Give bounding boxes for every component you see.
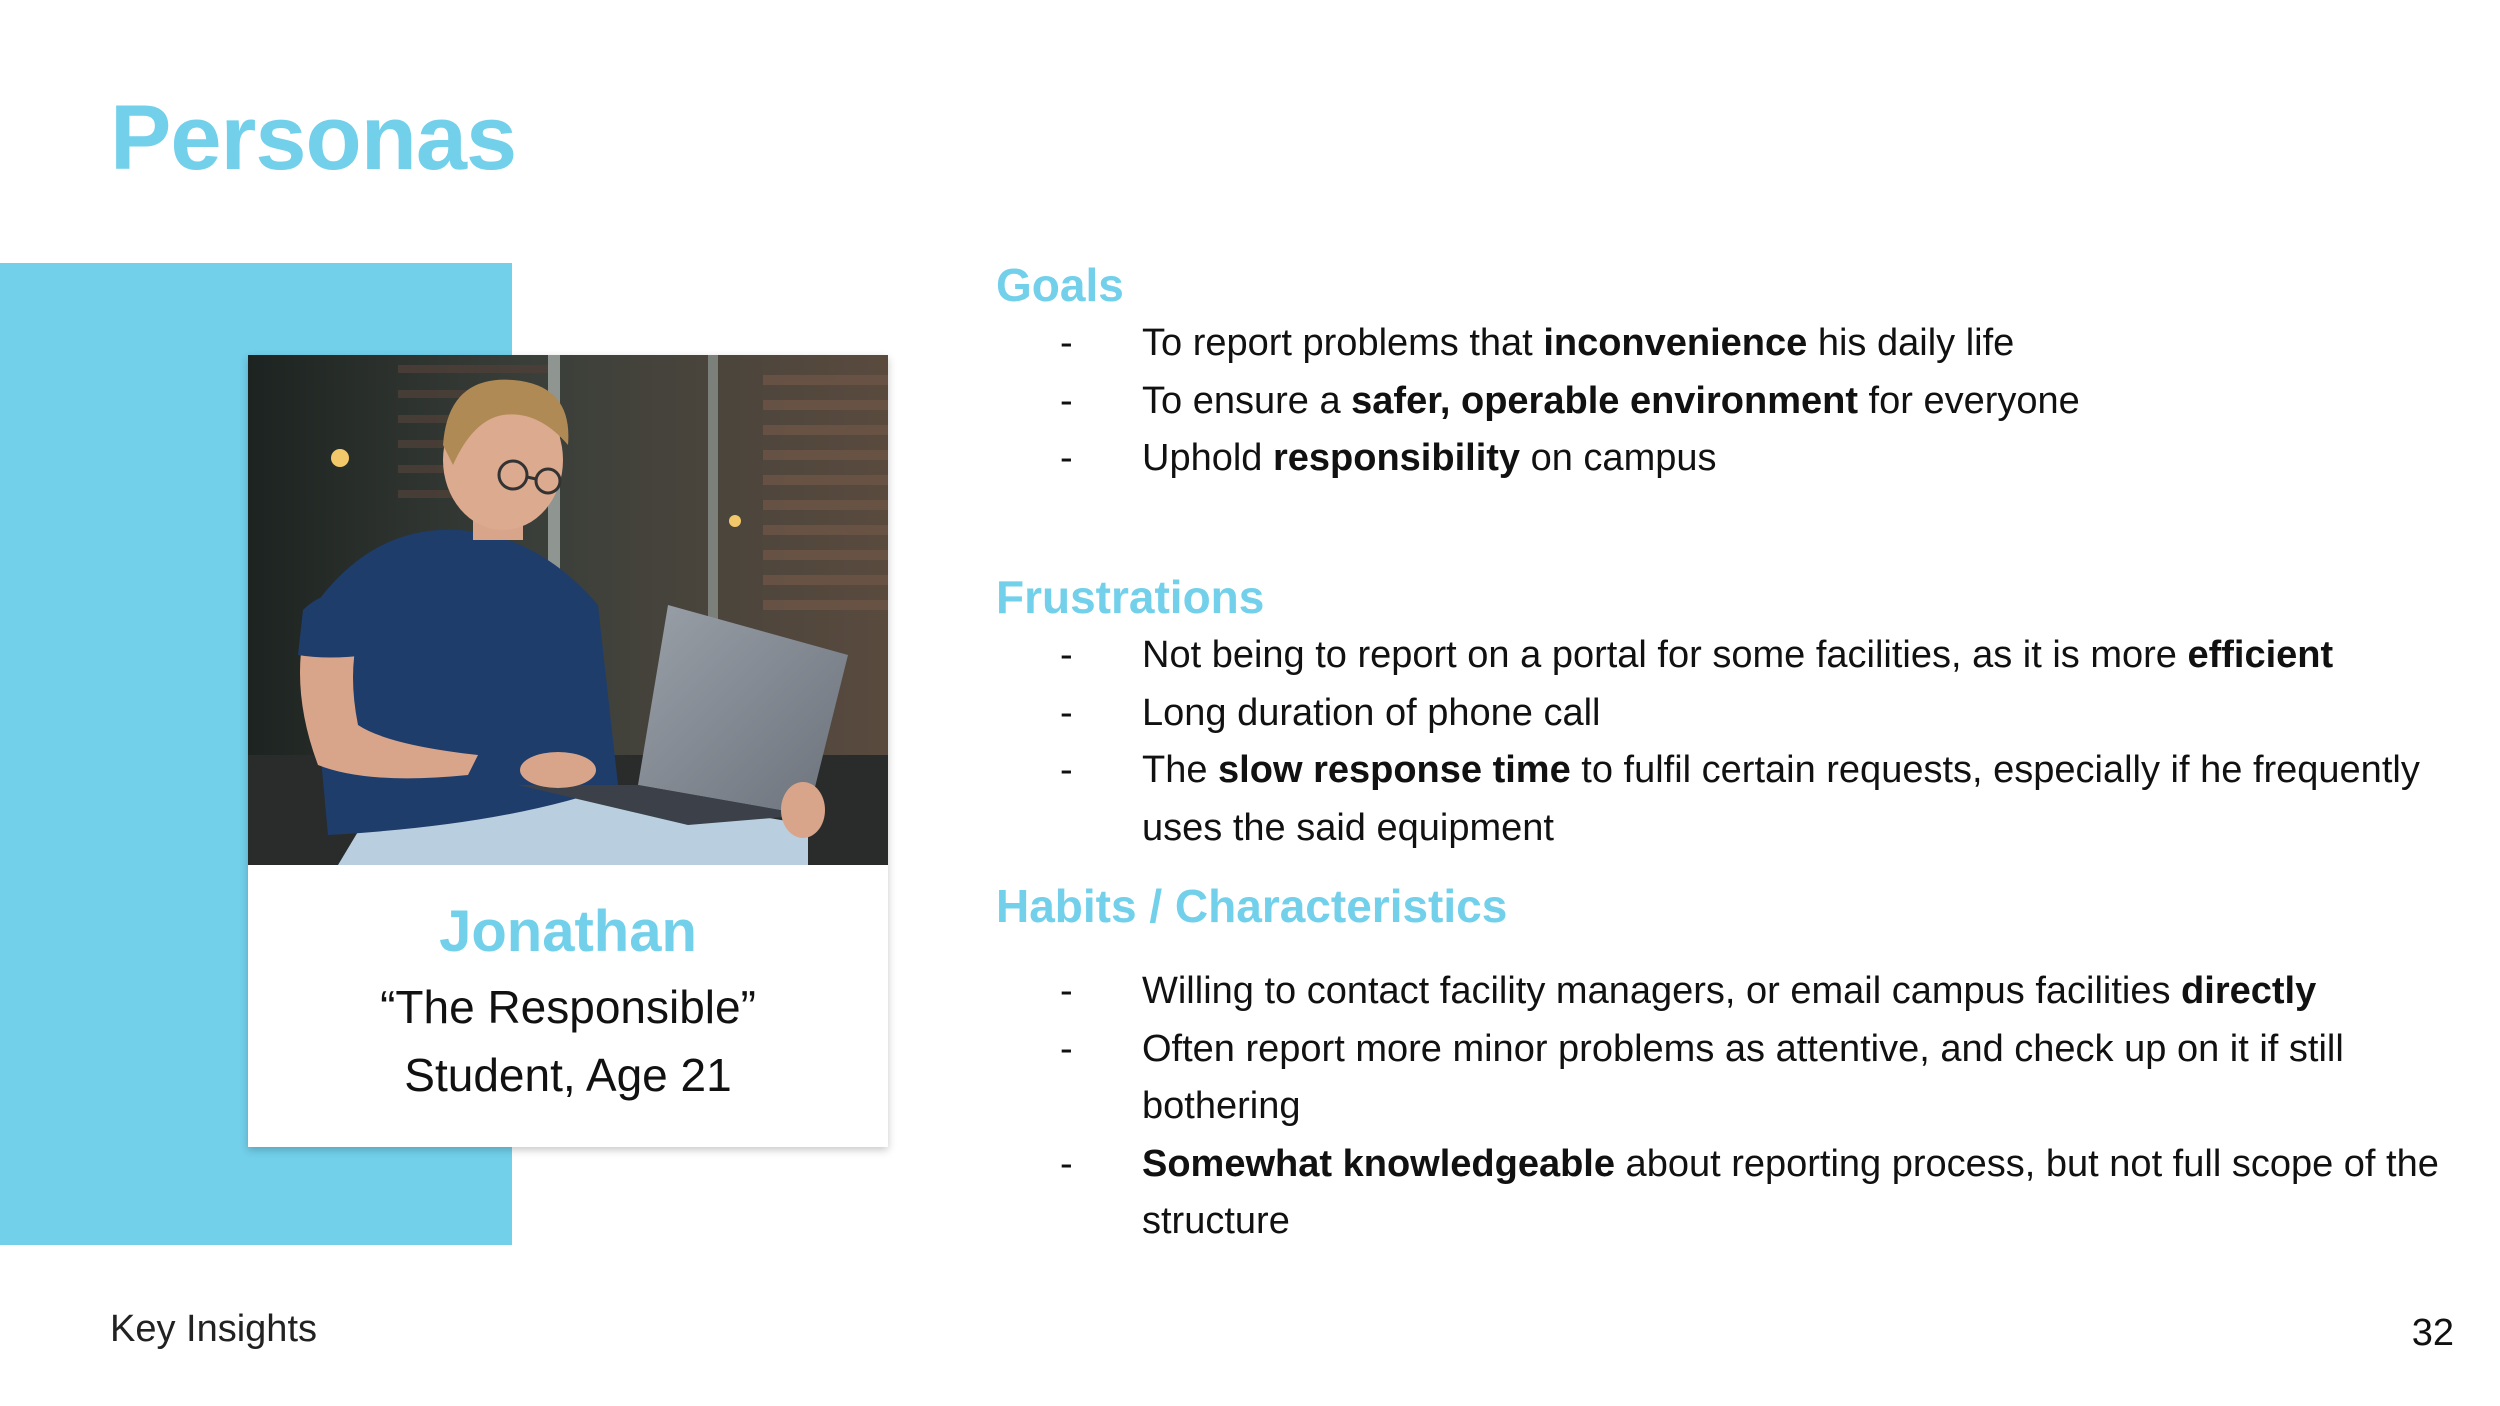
bullet-text: on campus [1520,437,1717,479]
slide-title: Personas [110,87,517,189]
bullet-dash: - [1060,749,1073,791]
bullet-item [1060,963,2460,1021]
bullet-dash: - [1060,379,1073,422]
bullet-dash: - [1060,437,1073,479]
bullet-dash: - [1060,634,1073,676]
persona-role: Student, Age 21 [404,1049,732,1101]
frustrations-heading: Frustrations [996,571,1265,623]
bullet-text: Not being to report on a portal for some facilities, as it is more [1142,634,2188,676]
bullet-text: his daily life [1807,322,2015,364]
bullet-text: To ensure a [1142,379,1352,422]
persona-nickname: “The Responsible” [380,981,756,1033]
bullet-dash: - [1060,1027,1073,1070]
bullet-item [1060,1136,2460,1251]
bullet-text: Often report more minor problems as attentive, and check up on it if still bothering [1142,1027,2344,1127]
habits-list [1060,963,2460,1251]
goals-heading: Goals [996,259,1124,311]
bullet-item [1060,627,2460,685]
bullet-emphasis: safer, operable environment [1351,379,1858,422]
bullet-emphasis: directly [2181,970,2317,1012]
bullet-dash: - [1060,691,1073,734]
persona-name: Jonathan [439,899,697,964]
page-number: 32 [2411,1312,2454,1354]
bullet-text: The [1142,749,1219,791]
bullet-item [1060,315,2460,373]
bullet-emphasis: inconvenience [1543,322,1808,364]
bullet-text: to fulfil certain requests, especially if he frequently uses the said equipment [1142,749,2420,849]
bullet-text: for everyone [1857,379,2080,422]
bullet-text: Long duration of phone call [1142,691,1601,734]
bullet-item [1060,742,2460,857]
goals-list [1060,315,2460,488]
bullet-item [1060,373,2460,431]
bullet-text: Willing to contact facility managers, or email campus facilities [1142,970,2182,1012]
bullet-dash: - [1060,1142,1073,1185]
bullet-dash: - [1060,970,1073,1012]
bullet-item [1060,1021,2460,1136]
bullet-item [1060,685,2460,743]
bullet-text: about reporting process, but not full scope of the structure [1142,1142,2439,1242]
bullet-emphasis: Somewhat knowledgeable [1142,1142,1615,1185]
bullet-emphasis: slow response time [1218,749,1571,791]
habits-heading: Habits / Characteristics [996,880,1508,932]
persona-photo [248,355,888,865]
bullet-text: Uphold [1142,437,1273,479]
footer-section-label: Key Insights [110,1308,317,1350]
bullet-text: To report problems that [1142,322,1544,364]
bullet-item [1060,430,2460,488]
persona-card [248,355,888,1147]
bullet-emphasis: efficient [2187,634,2334,676]
bullet-dash: - [1060,322,1073,364]
frustrations-list [1060,627,2460,857]
bullet-emphasis: responsibility [1272,437,1521,479]
